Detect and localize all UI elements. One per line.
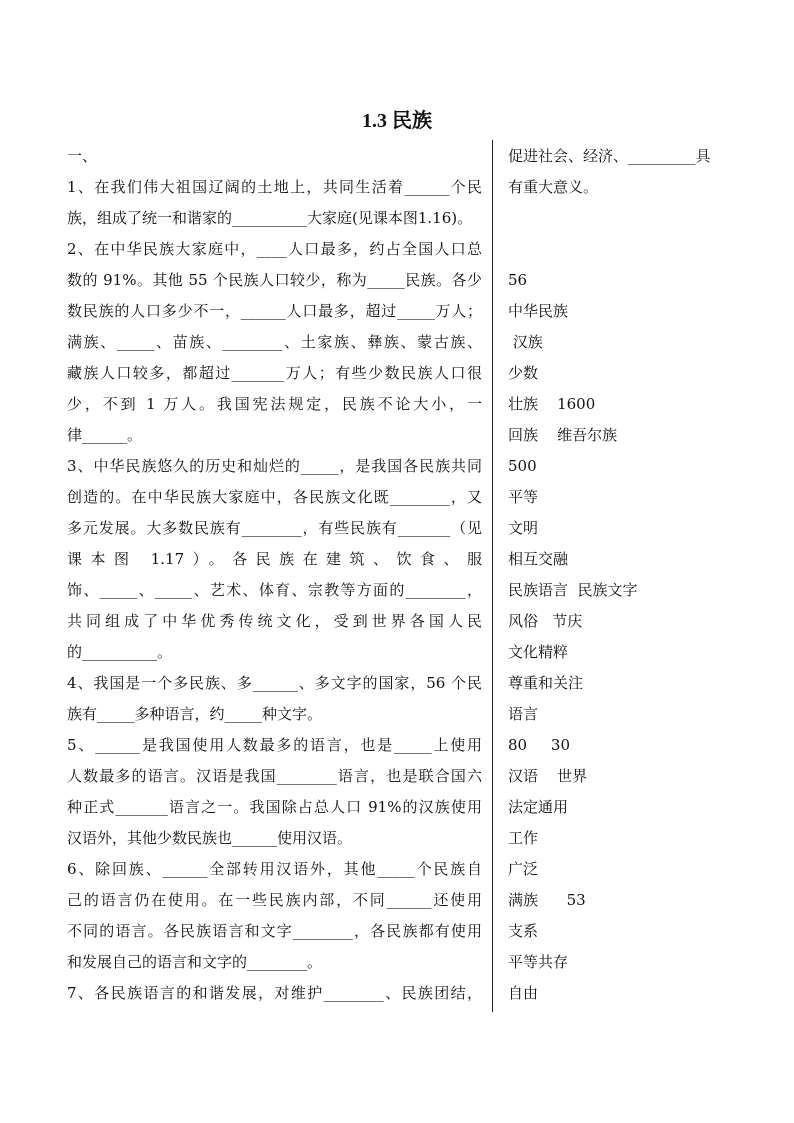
question-line: 2、在中华民族大家庭中，____人口最多，约占全国人口总 bbox=[67, 240, 482, 258]
question-line: 5、______是我国使用人数最多的语言，也是_____上使用 bbox=[67, 736, 482, 754]
question-line: 族有_____多种语言，约_____种文字。 bbox=[67, 705, 323, 723]
question-line: 少，不到 1 万人。我国宪法规定，民族不论大小，一 bbox=[67, 395, 482, 413]
question-line: 人数最多的语言。汉语是我国________语言，也是联合国六 bbox=[67, 767, 482, 785]
answer-line: 相互交融 bbox=[508, 550, 569, 568]
question-line: 1、在我们伟大祖国辽阔的土地上，共同生活着______个民 bbox=[67, 178, 482, 196]
question-line: 律______。 bbox=[67, 426, 143, 444]
question-line: 共同组成了中华优秀传统文化，受到世界各国人民 bbox=[67, 612, 482, 630]
answer-line: 民族语言 民族文字 bbox=[508, 581, 638, 599]
answer-line: 壮族 1600 bbox=[508, 395, 596, 413]
question-line: 满族、_____、苗族、________、土家族、彝族、蒙古族、 bbox=[67, 333, 482, 351]
question-line: 一、 bbox=[67, 147, 98, 165]
question-line: 3、中华民族悠久的历史和灿烂的_____，是我国各民族共同 bbox=[67, 457, 482, 475]
question-line: 数的 91%。其他 55 个民族人口较少，称为_____民族。各少 bbox=[67, 271, 482, 289]
answer-line: 回族 维吾尔族 bbox=[508, 426, 618, 444]
question-line: 不同的语言。各民族语言和文字________，各民族都有使用 bbox=[67, 922, 482, 940]
question-line: 饰、_____、_____、艺术、体育、宗教等方面的________， bbox=[67, 581, 482, 599]
answer-line: 有重大意义。 bbox=[508, 178, 599, 196]
answer-line: 80 30 bbox=[508, 736, 571, 754]
question-line: 6、除回族、______全部转用汉语外，其他_____个民族自 bbox=[67, 860, 482, 878]
page-title: 1.3 民族 bbox=[362, 110, 432, 132]
question-line: 藏族人口较多，都超过_______万人；有些少数民族人口很 bbox=[67, 364, 482, 382]
answer-line: 平等共存 bbox=[508, 953, 569, 971]
answer-line: 语言 bbox=[508, 705, 539, 723]
answer-line: 中华民族 bbox=[508, 302, 569, 320]
answer-line: 汉族 bbox=[508, 333, 543, 351]
question-line: 7、各民族语言的和谐发展，对维护________、民族团结， bbox=[67, 984, 482, 1002]
answer-line: 尊重和关注 bbox=[508, 674, 584, 692]
answer-line: 促进社会、经济、_________具 bbox=[508, 147, 711, 165]
question-line: 族，组成了统一和谐家的__________大家庭(见课本图1.16)。 bbox=[67, 209, 473, 227]
question-line: 创造的。在中华民族大家庭中，各民族文化既________，又 bbox=[67, 488, 482, 506]
answer-line: 广泛 bbox=[508, 860, 539, 878]
answer-line: 自由 bbox=[508, 984, 539, 1002]
question-line: 和发展自己的语言和文字的________。 bbox=[67, 953, 323, 971]
answer-line: 工作 bbox=[508, 829, 539, 847]
answer-line: 法定通用 bbox=[508, 798, 569, 816]
column-divider bbox=[492, 140, 493, 1012]
answer-line: 56 bbox=[508, 271, 528, 289]
question-line: 己的语言仍在使用。在一些民族内部，不同______还使用 bbox=[67, 891, 482, 909]
answer-line: 满族 53 bbox=[508, 891, 586, 909]
question-line: 的__________。 bbox=[67, 643, 173, 661]
question-line: 课本图 1.17）。各民族在建筑、饮食、服 bbox=[67, 550, 482, 568]
answer-line bbox=[508, 203, 738, 234]
answer-line: 支系 bbox=[508, 922, 539, 940]
question-column bbox=[67, 141, 482, 1009]
question-line: 多元发展。大多数民族有________，有些民族有_______（见 bbox=[67, 519, 482, 537]
answer-line: 汉语 世界 bbox=[508, 767, 588, 785]
question-line: 种正式_______语言之一。我国除占总人口 91%的汉族使用 bbox=[67, 798, 482, 816]
answer-line: 文明 bbox=[508, 519, 539, 537]
answer-line: 文化精粹 bbox=[508, 643, 569, 661]
answer-line bbox=[508, 234, 738, 265]
answer-line: 500 bbox=[508, 457, 537, 475]
answer-line: 少数 bbox=[508, 364, 539, 382]
answer-line: 平等 bbox=[508, 488, 539, 506]
answer-column bbox=[508, 141, 738, 1009]
question-line: 数民族的人口多少不一，______人口最多，超过_____万人； bbox=[67, 302, 482, 320]
question-line: 汉语外，其他少数民族也______使用汉语。 bbox=[67, 829, 353, 847]
question-line: 4、我国是一个多民族、多______、多文字的国家，56 个民 bbox=[67, 674, 482, 692]
answer-line: 风俗 节庆 bbox=[508, 612, 583, 630]
